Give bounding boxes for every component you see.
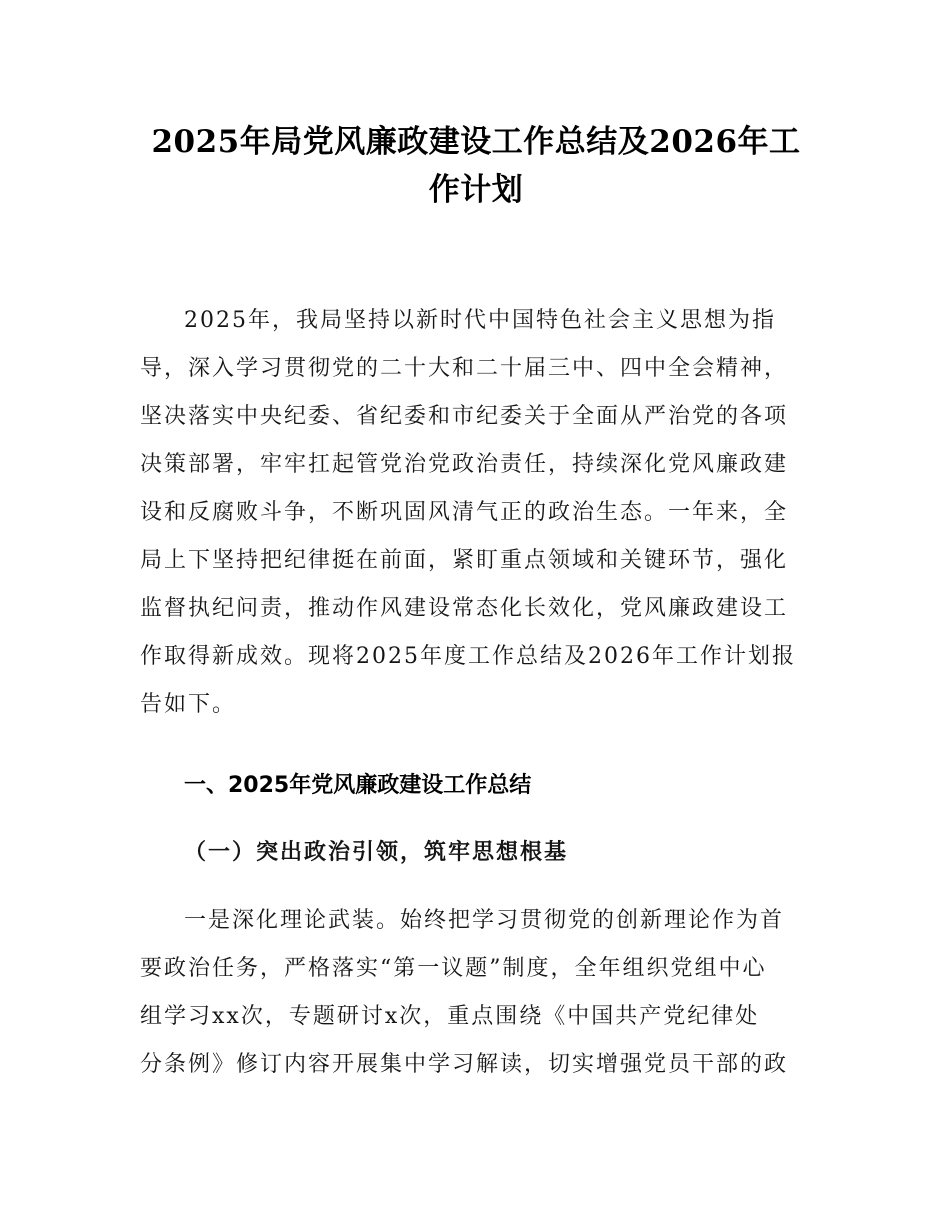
intro-line-2: 导，深入学习贯彻党的二十大和二十届三中、四中全会精神， [140,356,789,381]
paragraph-2-line-4: 分条例》修订内容开展集中学习解读，切实增强党员干部的政 [140,1052,789,1077]
subsection-heading: （一）突出政治引领，筑牢思想根基 [184,839,569,865]
intro-line-8: 作取得新成效。现将2025年度工作总结及2026年工作计划报 [140,644,796,669]
intro-paragraph [140,297,812,729]
intro-line-4: 决策部署，牢牢扛起管党治党政治责任，持续深化党风廉政建 [140,452,789,477]
intro-line-6: 局上下坚持把纪律挺在前面，紧盯重点领域和关键环节，强化 [140,548,789,573]
paragraph-2-line-1: 一是深化理论武装。始终把学习贯彻党的创新理论作为首 [184,908,785,933]
paragraph-theory-study [140,897,812,1089]
title-line-2: 作计划 [428,172,524,208]
paragraph-2-line-2: 要政治任务，严格落实“第一议题”制度，全年组织党组中心 [140,956,767,981]
title-line-1: 2025年局党风廉政建设工作总结及2026年工 [151,124,801,160]
intro-line-7: 监督执纪问责，推动作风建设常态化长效化，党风廉政建设工 [140,596,789,621]
intro-line-1: 2025年，我局坚持以新时代中国特色社会主义思想为指 [184,308,776,333]
intro-line-3: 坚决落实中央纪委、省纪委和市纪委关于全面从严治党的各项 [140,404,789,429]
intro-line-9: 告如下。 [140,692,237,717]
section-heading: 一、2025年党风廉政建设工作总结 [184,773,532,798]
document-title [140,118,812,214]
intro-line-5: 设和反腐败斗争，不断巩固风清气正的政治生态。一年来，全 [140,500,789,525]
paragraph-2-line-3: 组学习xx次，专题研讨x次，重点围绕《中国共产党纪律处 [140,1004,760,1029]
